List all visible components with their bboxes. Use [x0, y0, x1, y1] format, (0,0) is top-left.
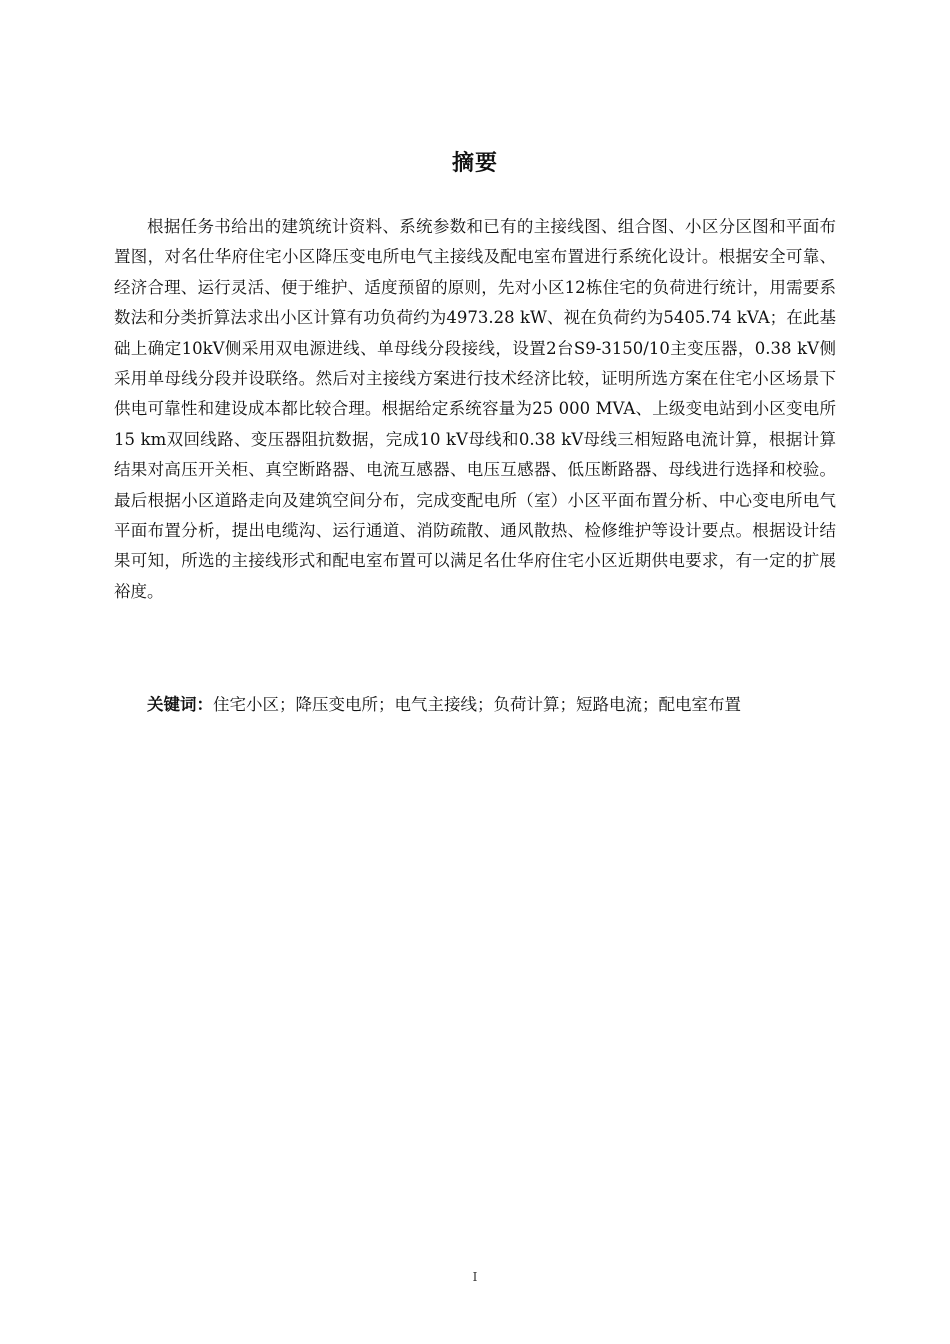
abstract-paragraph: 根据任务书给出的建筑统计资料、系统参数和已有的主接线图、组合图、小区分区图和平面布置图，对名仕华府住宅小区降压变电所电气主接线及配电室布置进行系统化设计。根据安全可靠、经济合理、运行灵活、便于维护、适度预留的原则，先对小区12栋住宅的负荷进行统计，用需要系数法和分类折算法求出小区计算有功负荷约为4973.28 kW、视在负荷约为5405.74 kVA；在此基础上确定10kV侧采用双电源进线、单母线分段接线，设置2台S9-3150/10主变压器，0.38 kV侧采用单母线分段并设联络。然后对主接线方案进行技术经济比较，证明所选方案在住宅小区场景下供电可靠性和建设成本都比较合理。根据给定系统容量为25 000 MVA、上级变电站到小区变电所15 km双回线路、变压器阻抗数据，完成10 kV母线和0.38 kV母线三相短路电流计算，根据计算结果对高压开关柜、真空断路器、电流互感器、电压互感器、低压断路器、母线进行选择和校验。最后根据小区道路走向及建筑空间分布，完成变配电所（室）小区平面布置分析、中心变电所电气平面布置分析，提出电缆沟、运行通道、消防疏散、通风散热、检修维护等设计要点。根据设计结果可知，所选的主接线形式和配电室布置可以满足名仕华府住宅小区近期供电要求，有一定的扩展裕度。: [114, 217, 836, 601]
page-number: I: [472, 1270, 478, 1284]
page-title: 摘要: [451, 151, 498, 176]
keywords-text: 住宅小区；降压变电所；电气主接线；负荷计算；短路电流；配电室布置: [213, 695, 741, 714]
keywords-paragraph: [114, 690, 836, 720]
keywords-label: 关键词：: [147, 695, 213, 714]
